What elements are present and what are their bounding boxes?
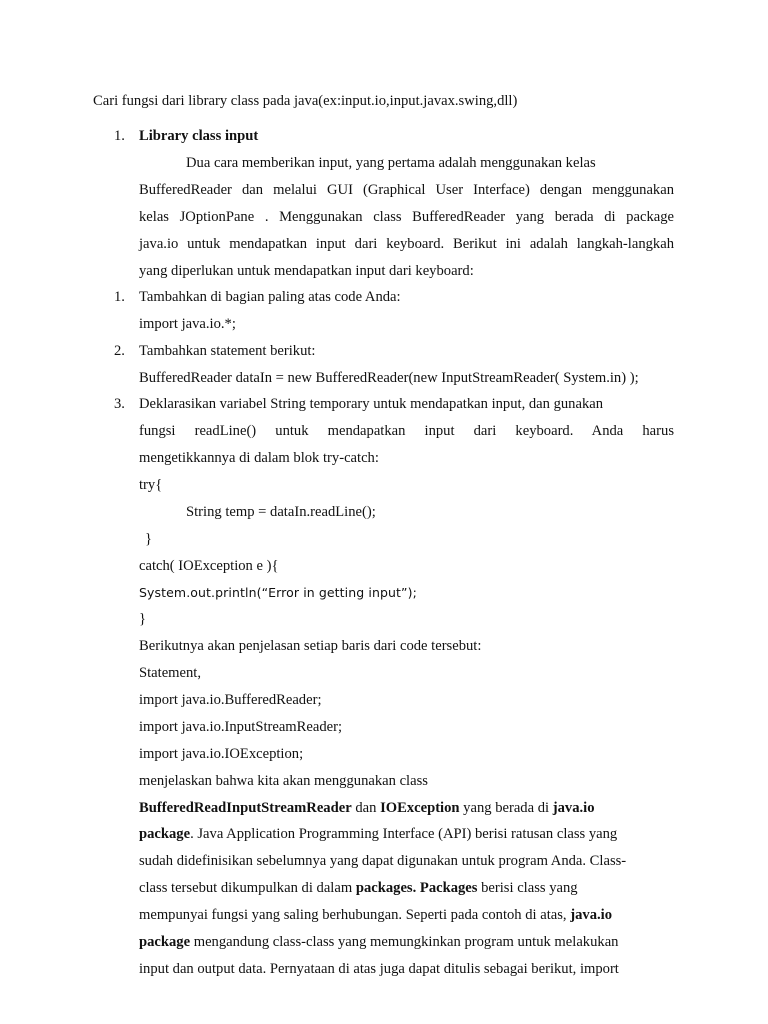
code-line: System.out.println(“Error in getting input”);: [139, 585, 417, 600]
code-line: BufferedReader dataIn = new BufferedReader(new InputStreamReader( System.in) );: [139, 370, 639, 386]
step-text: fungsi readLine() untuk mendapatkan input dari keyboard. Anda harus: [139, 423, 674, 439]
document-title: Cari fungsi dari library class pada java(ex:input.io,input.javax.swing,dll): [93, 93, 518, 109]
paragraph-line: BufferedReader dan melalui GUI (Graphical User Interface) dengan menggunakan: [139, 182, 674, 198]
step-text: Deklarasikan variabel String temporary untuk mendapatkan input, dan gunakan: [139, 396, 604, 412]
step-number: 1.: [114, 289, 125, 305]
explanation-line: package. Java Application Programming Interface (API) berisi ratusan class yang: [139, 826, 618, 842]
code-line: }: [145, 531, 153, 547]
bold-term: package: [139, 934, 191, 950]
code-line: String temp = dataIn.readLine();: [186, 504, 376, 520]
explanation-line: Statement,: [139, 665, 202, 681]
step-text: Tambahkan statement berikut:: [139, 343, 316, 359]
bold-term: IOException: [380, 800, 460, 816]
bold-term: Packages: [419, 880, 478, 896]
explanation-line: sudah didefinisikan sebelumnya yang dapat digunakan untuk program Anda. Class-: [139, 853, 627, 869]
explanation-line: menjelaskan bahwa kita akan menggunakan class: [139, 773, 428, 789]
bold-term: BufferedReadInputStreamReader: [139, 800, 352, 816]
explanation-line: input dan output data. Pernyataan di atas juga dapat ditulis sebagai berikut, import: [139, 961, 619, 977]
step-number: 2.: [114, 343, 125, 359]
paragraph-line: kelas JOptionPane . Menggunakan class BufferedReader yang berada di package: [139, 209, 674, 225]
import-line: import java.io.BufferedReader;: [139, 692, 322, 708]
import-line: import java.io.IOException;: [139, 746, 304, 762]
code-line: catch( IOException e ){: [139, 558, 279, 574]
import-line: import java.io.InputStreamReader;: [139, 719, 343, 735]
code-line: import java.io.*;: [139, 316, 236, 332]
code-line: }: [139, 611, 147, 627]
explanation-line: Berikutnya akan penjelasan setiap baris dari code tersebut:: [139, 638, 482, 654]
section-number: 1.: [114, 128, 125, 144]
explanation-line: BufferedReadInputStreamReader dan IOException yang berada di java.io: [139, 800, 595, 816]
explanation-line: package mengandung class-class yang memungkinkan program untuk melakukan: [139, 934, 619, 950]
section-heading: Library class input: [139, 128, 259, 144]
bold-term: packages.: [355, 880, 417, 896]
bold-term: java.io: [570, 907, 612, 923]
explanation-line: class tersebut dikumpulkan di dalam packages. Packages berisi class yang: [139, 880, 578, 896]
paragraph-line: Dua cara memberikan input, yang pertama adalah menggunakan kelas: [186, 155, 596, 171]
paragraph-line: yang diperlukan untuk mendapatkan input dari keyboard:: [139, 263, 474, 279]
bold-term: package: [139, 826, 191, 842]
code-line: try{: [139, 477, 163, 493]
paragraph-line: java.io untuk mendapatkan input dari keyboard. Berikut ini adalah langkah-langkah: [139, 236, 674, 252]
explanation-line: mempunyai fungsi yang saling berhubungan. Seperti pada contoh di atas, java.io: [139, 907, 612, 923]
bold-term: java.io: [552, 800, 595, 816]
step-text: Tambahkan di bagian paling atas code Anda:: [139, 289, 401, 305]
step-number: 3.: [114, 396, 125, 412]
step-text: mengetikkannya di dalam blok try-catch:: [139, 450, 379, 466]
